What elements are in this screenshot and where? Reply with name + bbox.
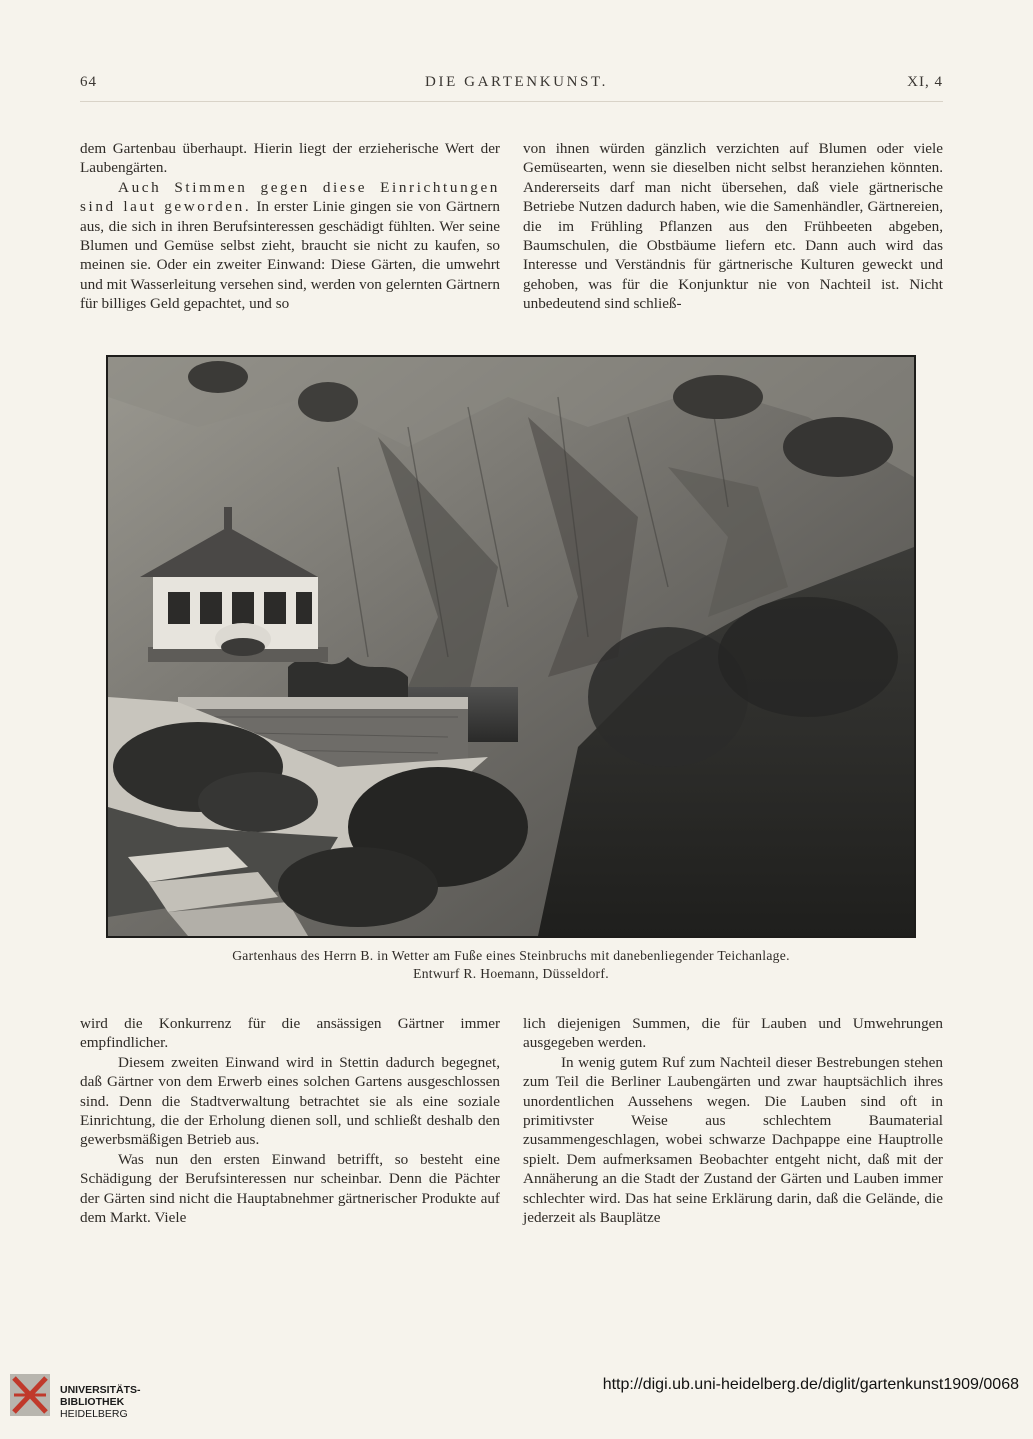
page-number: 64 — [80, 74, 97, 90]
garden-photograph — [106, 355, 916, 938]
paragraph — [80, 178, 500, 314]
upper-left-column — [80, 139, 500, 314]
figure-caption: Gartenhaus des Herrn B. in Wetter am Fuße eines Steinbruchs mit danebenliegender Teichanlage. — [232, 948, 790, 963]
paragraph: Was nun den ersten Einwand betrifft, so besteht eine Schädigung der Berufsinteressen nur scheinbar. Denn die Pächter der Gärten sind nicht die Hauptabnehmer gärtnerischer Produkte auf dem Markt. Viele — [80, 1150, 500, 1227]
paragraph: In wenig gutem Ruf zum Nachteil dieser Bestrebungen stehen zum Teil die Berliner Laubengärten und zwar hauptsächlich ihres unordentlichen Aussehens wegen. Die Lauben sind oft in primitivster Weise aus schlechtem Baumaterial zusammengeschlagen, wobei schwarze Dachpappe eine Hauptrolle spielt. Dem aufmerksamen Beobachter entgeht nicht, daß mit der Annäherung an die Stadt der Zustand der Gärten und Lauben immer schlechter wird. Das hat seine Erklärung darin, daß die Gelände, die jederzeit als Bauplätze — [523, 1053, 943, 1227]
paragraph-text: In erster Linie gingen sie von Gärtnern aus, die sich in ihren Berufsinteressen geschädigt fühlten. Wer seine Blumen und Gemüse selbst zieht, braucht sie nicht zu kaufen, so meinen sie. Oder ein zweiter Einwand: Diese Gärten, die umwehrt und mit Wasserleitung versehen sind, werden von gelernten Gärtnern für billiges Geld gepachtet, und so — [80, 198, 501, 313]
library-name-line1: UNIVERSITÄTS- — [60, 1384, 141, 1396]
emphasized-text: Auch Stimmen gegen diese Einrichtungen sind laut geworden. — [80, 178, 500, 216]
lower-left-column — [80, 1014, 500, 1227]
figure-credit: Entwurf R. Hoemann, Düsseldorf. — [413, 966, 609, 981]
paragraph: lich diejenigen Summen, die für Lauben und Umwehrungen ausgegeben werden. — [523, 1015, 943, 1052]
upper-right-column — [523, 139, 943, 314]
library-name-line2: BIBLIOTHEK — [60, 1396, 125, 1408]
gazebo-quarry-photo — [108, 357, 914, 936]
header-rule — [80, 101, 943, 102]
digital-library-url[interactable]: http://digi.ub.uni-heidelberg.de/diglit/gartenkunst1909/0068 — [602, 1376, 1019, 1393]
journal-title: DIE GARTENKUNST. — [425, 74, 608, 90]
paragraph: von ihnen würden gänzlich verzichten auf Blumen oder viele Gemüsearten, wenn sie dieselben nicht selbst heranziehen könnten. Andererseits darf man nicht übersehen, daß viele gärtnerische Betriebe Nutzen dadurch haben, wie die Samenhändler, Gärtnereien, die im Frühling Pflanzen aus den Frühbeeten abgeben, Baumschulen, die Obstbäume liefern etc. Dann auch wird das Interesse und Verständnis für gärtnerische Kulturen geweckt und gehoben, was für die Konjunktur nie von Nachteil ist. Nicht unbedeutend sind schließ- — [523, 140, 943, 313]
volume-issue: XI, 4 — [907, 74, 943, 90]
paragraph: wird die Konkurrenz für die ansässigen Gärtner immer empfindlicher. — [80, 1015, 500, 1052]
lower-right-column — [523, 1014, 943, 1227]
library-logo-icon — [10, 1374, 50, 1416]
library-name-line3: HEIDELBERG — [60, 1408, 128, 1420]
paragraph: dem Gartenbau überhaupt. Hierin liegt der erzieherische Wert der Laubengärten. — [80, 140, 500, 177]
paragraph: Diesem zweiten Einwand wird in Stettin dadurch begegnet, daß Gärtner von dem Erwerb eines solchen Gartens ausgeschlossen sind. Denn die Stadtverwaltung betrachtet sie als eine soziale Einrichtung, die der Erholung dienen soll, und schließt deshalb den gewerbsmäßigen Betrieb aus. — [80, 1053, 500, 1149]
